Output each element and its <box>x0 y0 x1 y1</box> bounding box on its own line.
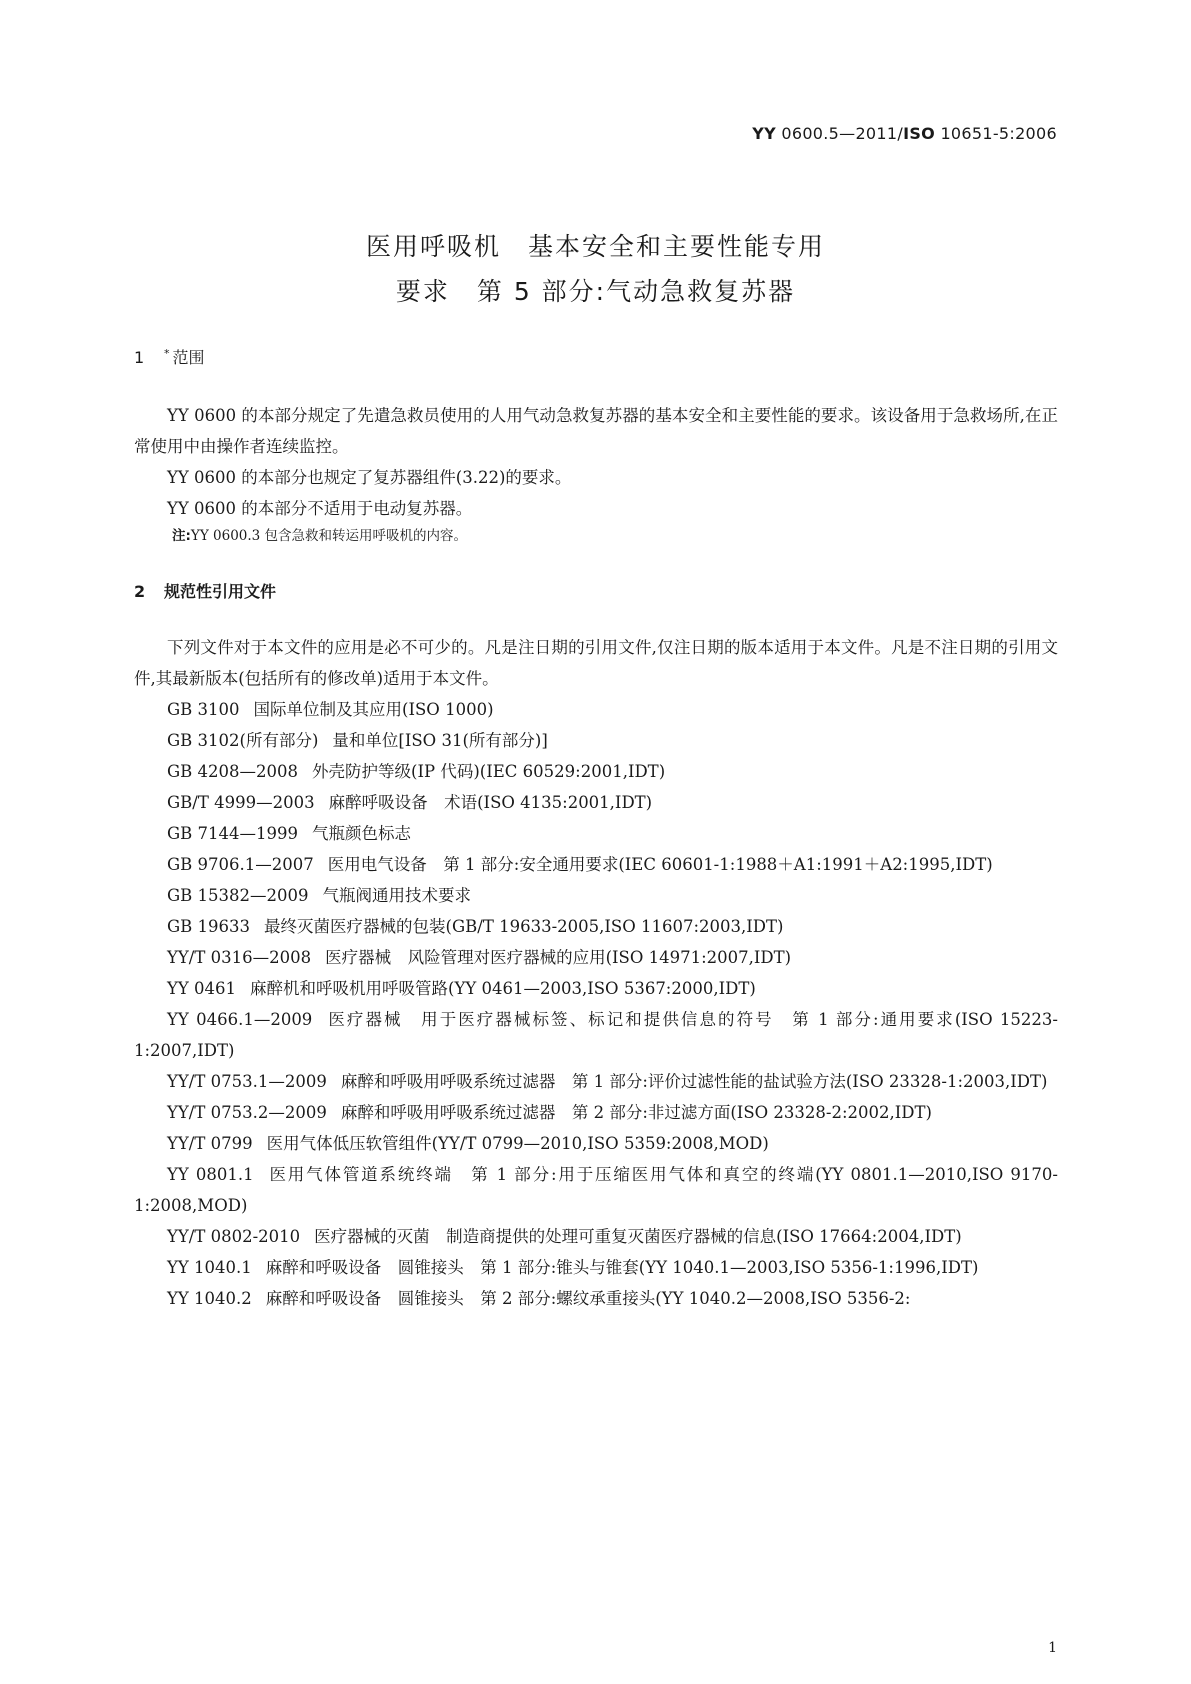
reference-code: GB 4208—2008 <box>167 762 299 781</box>
reference-title: 麻醉和呼吸用呼吸系统过滤器 第 2 部分:非过滤方面(ISO 23328-2:2002,IDT) <box>340 1103 932 1122</box>
section-title: 范围 <box>172 348 205 367</box>
paragraph: YY 0600 的本部分规定了先遣急救员使用的人用气动急救复苏器的基本安全和主要性能的要求。该设备用于急救场所,在正常使用中由操作者连续监控。 <box>134 406 1058 456</box>
reference-title: 麻醉呼吸设备 术语(ISO 4135:2001,IDT) <box>328 793 653 812</box>
reference-code: YY 0461 <box>167 979 237 998</box>
reference-item <box>134 694 1058 725</box>
title-line-1: 医用呼吸机 基本安全和主要性能专用 <box>365 232 825 261</box>
reference-title: 医疗器械的灭菌 制造商提供的处理可重复灭菌医疗器械的信息(ISO 17664:2004,IDT) <box>314 1227 962 1246</box>
reference-item <box>134 1066 1058 1097</box>
reference-title: 国际单位制及其应用(ISO 1000) <box>253 700 494 719</box>
standard-code <box>752 124 1057 143</box>
reference-code: YY 1040.2 <box>167 1289 252 1308</box>
reference-item <box>134 973 1058 1004</box>
note <box>172 524 467 544</box>
reference-code: YY/T 0316—2008 <box>167 948 312 967</box>
title-line-2: 要求 第 5 部分:气动急救复苏器 <box>395 277 796 306</box>
asterisk-marker: * <box>164 346 170 360</box>
reference-code: GB 3102(所有部分) <box>167 731 319 750</box>
reference-item <box>134 756 1058 787</box>
std-iso: ISO <box>903 124 936 143</box>
reference-title: 医用电气设备 第 1 部分:安全通用要求(IEC 60601-1:1988＋A1:1991＋A2:1995,IDT) <box>327 855 993 874</box>
paragraph: YY 0600 的本部分也规定了复苏器组件(3.22)的要求。 <box>167 468 572 487</box>
reference-item <box>134 1159 1058 1221</box>
reference-item <box>134 1252 1058 1283</box>
reference-item <box>134 787 1058 818</box>
reference-title: 气瓶颜色标志 <box>312 824 412 843</box>
reference-item <box>134 880 1058 911</box>
paragraph: YY 0600 的本部分不适用于电动复苏器。 <box>167 499 473 518</box>
reference-title: 气瓶阀通用技术要求 <box>322 886 472 905</box>
reference-code: YY/T 0753.1—2009 <box>167 1072 327 1091</box>
reference-item <box>134 725 1058 756</box>
section-1-body <box>134 400 1058 524</box>
reference-code: GB 9706.1—2007 <box>167 855 314 874</box>
reference-code: YY 0801.1 <box>167 1165 254 1184</box>
reference-code: GB/T 4999—2003 <box>167 793 315 812</box>
reference-item <box>134 911 1058 942</box>
section-number: 2 <box>134 582 146 601</box>
reference-title: 医用气体管道系统终端 第 1 部分:用于压缩医用气体和真空的终端(YY 0801.1—2010,ISO 9170-1:2008,MOD) <box>134 1165 1058 1215</box>
std-prefix: YY <box>752 124 776 143</box>
std-number: 0600.5—2011/ <box>781 124 904 143</box>
reference-title: 麻醉和呼吸设备 圆锥接头 第 1 部分:锥头与锥套(YY 1040.1—2003,ISO 5356-1:1996,IDT) <box>265 1258 979 1277</box>
note-label: 注: <box>172 528 191 544</box>
reference-code: GB 19633 <box>167 917 251 936</box>
std-iso-number: 10651-5:2006 <box>940 124 1057 143</box>
reference-title: 麻醉机和呼吸机用呼吸管路(YY 0461—2003,ISO 5367:2000,IDT) <box>250 979 756 998</box>
reference-item <box>134 1004 1058 1066</box>
reference-code: YY 0466.1—2009 <box>167 1010 313 1029</box>
section-2-intro <box>134 632 1058 694</box>
reference-code: GB 15382—2009 <box>167 886 309 905</box>
reference-code: YY/T 0802-2010 <box>167 1227 301 1246</box>
reference-title: 医疗器械 用于医疗器械标签、标记和提供信息的符号 第 1 部分:通用要求(ISO 15223-1:2007,IDT) <box>134 1010 1058 1060</box>
section-1-heading <box>134 345 205 368</box>
section-title: 规范性引用文件 <box>164 582 277 601</box>
reference-code: YY/T 0753.2—2009 <box>167 1103 327 1122</box>
section-2-heading <box>134 579 276 602</box>
reference-code: GB 3100 <box>167 700 240 719</box>
document-title <box>0 224 1191 314</box>
reference-item <box>134 1128 1058 1159</box>
reference-list <box>134 694 1058 1314</box>
reference-code: YY 1040.1 <box>167 1258 252 1277</box>
page-number: 1 <box>1048 1640 1057 1656</box>
reference-title: 外壳防护等级(IP 代码)(IEC 60529:2001,IDT) <box>312 762 666 781</box>
reference-title: 最终灭菌医疗器械的包装(GB/T 19633-2005,ISO 11607:2003,IDT) <box>264 917 784 936</box>
reference-item <box>134 818 1058 849</box>
reference-item <box>134 1221 1058 1252</box>
section-number: 1 <box>134 348 145 367</box>
reference-title: 麻醉和呼吸设备 圆锥接头 第 2 部分:螺纹承重接头(YY 1040.2—2008,ISO 5356-2: <box>265 1289 911 1308</box>
paragraph: 下列文件对于本文件的应用是必不可少的。凡是注日期的引用文件,仅注日期的版本适用于本文件。凡是不注日期的引用文件,其最新版本(包括所有的修改单)适用于本文件。 <box>134 638 1058 688</box>
reference-title: 医用气体低压软管组件(YY/T 0799—2010,ISO 5359:2008,MOD) <box>266 1134 769 1153</box>
reference-title: 量和单位[ISO 31(所有部分)] <box>332 731 548 750</box>
reference-code: GB 7144—1999 <box>167 824 299 843</box>
reference-title: 医疗器械 风险管理对医疗器械的应用(ISO 14971:2007,IDT) <box>325 948 792 967</box>
note-text: YY 0600.3 包含急救和转运用呼吸机的内容。 <box>190 528 468 544</box>
reference-code: YY/T 0799 <box>167 1134 253 1153</box>
reference-item <box>134 942 1058 973</box>
reference-title: 麻醉和呼吸用呼吸系统过滤器 第 1 部分:评价过滤性能的盐试验方法(ISO 23328-1:2003,IDT) <box>340 1072 1048 1091</box>
reference-item <box>134 1283 1058 1314</box>
reference-item <box>134 1097 1058 1128</box>
reference-item <box>134 849 1058 880</box>
